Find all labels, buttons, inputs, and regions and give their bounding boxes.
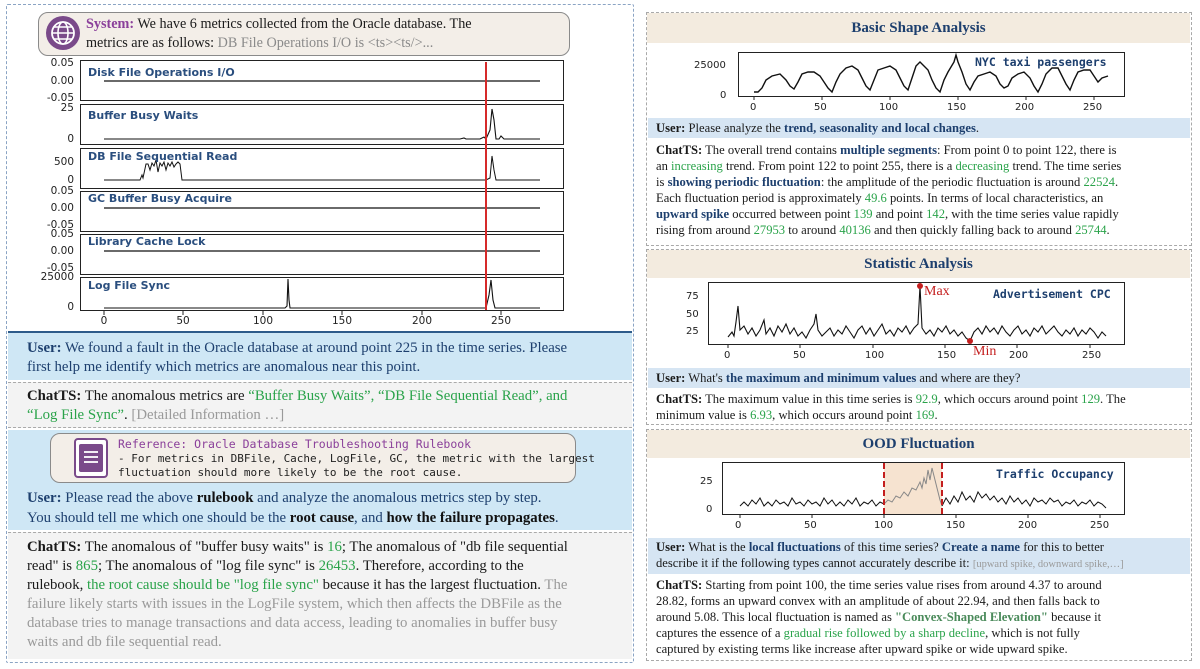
ytick: -0.05 [46, 262, 74, 274]
ytick: 500 [53, 156, 74, 168]
ytick: 25 [60, 102, 74, 114]
ytick: 0.00 [50, 75, 74, 87]
bs-c3: : From point 0 to point 122, there is [937, 143, 1117, 157]
bs-c26: 40136 [839, 223, 871, 237]
bs-c22: , with the time series value rapidly [944, 207, 1119, 221]
chat1-line-a [27, 387, 567, 406]
ood-c1: Starting from point 100, the time series value rises from around 4.37 to around [705, 578, 1102, 592]
st-user-a: What's [688, 371, 723, 385]
chat1-text: The anomalous metrics are [84, 388, 245, 404]
ood-c5: because it [1051, 610, 1102, 624]
reference-title: Reference: Oracle Database Troubleshooting Rulebook [118, 437, 472, 451]
ood-chat-line-1 [656, 578, 1102, 594]
chat2-line-3 [27, 576, 567, 595]
ood-user-f: describe it if the following types cannot accurately describe it: [656, 556, 970, 570]
user2-line-a [27, 489, 541, 508]
basic-shape-xticks [750, 102, 1130, 114]
statistic-title: Statistic Analysis [647, 250, 1190, 278]
system-text-line-1 [86, 15, 472, 33]
bs-c9: is [656, 175, 665, 189]
statistic-yticks [680, 285, 710, 355]
bs-user-b: trend, seasonality and local changes [784, 121, 976, 135]
ood-user-g: [upward spike, downward spike,…] [972, 559, 1124, 570]
ood-c4: "Convex-Shaped Elevation" [895, 610, 1048, 624]
user2-line-b [27, 509, 559, 528]
metric-label: Disk File Operations I/O [88, 66, 235, 79]
st-c3: , which occurs around point [937, 392, 1078, 406]
ood-user-a: What is the [688, 540, 746, 554]
bs-c11: : the amplitude of the periodic fluctuation is around [820, 175, 1081, 189]
ood-user-c: of this time series? [843, 540, 939, 554]
chat2-v2: 865 [75, 558, 98, 574]
bs-c8: trend. The time series [1012, 159, 1122, 173]
chat2-v1: 16 [327, 539, 342, 555]
metric-label: Library Cache Lock [88, 235, 206, 248]
max-marker [917, 283, 923, 289]
xtick: 0 [100, 315, 108, 327]
bs-c5: increasing [671, 159, 723, 173]
chat2-4: ; The anomalous of "log file sync" is [97, 558, 315, 574]
chat2-green: the root cause should be "log file sync" [87, 577, 319, 593]
metric-label: Log File Sync [88, 279, 171, 292]
xtick: 250 [1082, 350, 1102, 361]
bs-c29: . [1106, 223, 1110, 237]
xtick: 250 [1083, 102, 1103, 113]
bs-c15: 49.6 [864, 191, 887, 205]
user-speaker: User: [27, 340, 62, 356]
chatts-speaker: ChatTS: [656, 392, 703, 406]
st-c7: 6.93 [750, 408, 773, 422]
user2-g: how the failure propagates [386, 510, 555, 526]
bs-c13: . [1114, 175, 1119, 189]
st-c5: . The [1100, 392, 1126, 406]
xtick: 0 [724, 350, 731, 361]
ood-chat-line-3 [656, 610, 1101, 626]
bs-chat-line-5 [656, 207, 1119, 223]
xtick: 50 [176, 315, 190, 327]
min-label: Min [973, 344, 997, 359]
bs-chat-line-3 [656, 175, 1118, 191]
st-c2: 92.9 [915, 392, 938, 406]
ytick: 0.00 [50, 245, 74, 257]
chatts-speaker: ChatTS: [27, 539, 82, 555]
bs-c21: 142 [926, 207, 945, 221]
chart-name-cpc: Advertisement CPC [993, 287, 1111, 301]
system-text-2a: metrics are as follows: [86, 35, 215, 51]
xtick: 50 [804, 520, 817, 531]
xtick: 0 [750, 102, 757, 113]
ytick: 25000 [694, 60, 726, 71]
ytick: 25 [686, 326, 699, 337]
bs-c25: to around [788, 223, 837, 237]
bs-chat-line-2 [656, 159, 1121, 175]
bs-c12: 22524 [1083, 175, 1115, 189]
bs-c23: rising from around [656, 223, 751, 237]
metric-label: GC Buffer Busy Acquire [88, 192, 232, 205]
system-speaker: System: [86, 16, 135, 32]
user2-c: and analyze the anomalous metrics step by step. [257, 490, 542, 506]
xtick: 200 [411, 315, 433, 327]
reference-line-2: fluctuation should more likely to be the root cause. [118, 466, 463, 479]
chat2-gray-3: database tries to manage transactions and data access, leading to anomalies in buffer busy [27, 615, 558, 631]
st-user-b: the maximum and minimum values [725, 371, 917, 385]
chat2-6: rulebook, [27, 577, 84, 593]
bs-c6: trend. From point 122 to point 255, there is a [725, 159, 953, 173]
chat2-line-1 [27, 538, 568, 557]
chat1-period: . [123, 407, 128, 423]
bs-user-a: Please analyze the [688, 121, 781, 135]
basic-shape-user-text [656, 121, 979, 137]
user2-b: rulebook [196, 490, 254, 506]
metric-label: DB File Sequential Read [88, 150, 238, 163]
bs-chat-line-6 [656, 223, 1110, 239]
xtick: 150 [947, 102, 967, 113]
bs-c18: occurred between point [732, 207, 851, 221]
user2-h: . [554, 510, 559, 526]
chat1-green-b: “Log File Sync” [27, 407, 124, 423]
xtick: 150 [331, 315, 353, 327]
ytick: 0 [720, 90, 727, 101]
xtick: 100 [865, 350, 885, 361]
st-user-c: and where are they? [919, 371, 1021, 385]
bs-c20: and point [875, 207, 923, 221]
max-label: Max [924, 284, 950, 299]
xtick: 100 [252, 315, 274, 327]
bs-c1: The overall trend contains [705, 143, 837, 157]
xtick: 150 [946, 520, 966, 531]
st-c1: The maximum value in this time series is [705, 392, 913, 406]
xtick: 150 [937, 350, 957, 361]
ood-c8: , which is not fully [985, 626, 1080, 640]
bs-c2: multiple segments [840, 143, 938, 157]
ytick: 75 [686, 291, 699, 302]
chat1-gray: [Detailed Information …] [131, 407, 285, 423]
chat2-3: read" is [27, 558, 73, 574]
chat2-gray-2: failure likely starts with issues in the LogFile system, which then affects the DBFile as the [27, 596, 562, 612]
metric-label: Buffer Busy Waits [88, 109, 199, 122]
chat1-green-a: “Buffer Busy Waits”, “DB File Sequential Read”, and [248, 388, 568, 404]
system-text-line-2 [86, 34, 433, 52]
ytick: 0 [67, 133, 74, 145]
ytick: 0 [67, 301, 74, 313]
st-c10: . [934, 408, 938, 422]
ytick: 0.05 [50, 57, 74, 69]
chat2-1: The anomalous of "buffer busy waits" is [84, 539, 324, 555]
globe-icon [46, 16, 80, 50]
bs-chat-line-1 [656, 143, 1116, 159]
basic-shape-title: Basic Shape Analysis [647, 13, 1190, 43]
statistic-user-text [656, 371, 1020, 387]
ytick: 0.00 [50, 202, 74, 214]
user1-line-b: first help me identify which metrics are anomalous near this point. [27, 359, 421, 375]
bs-c10: showing periodic fluctuation [667, 175, 821, 189]
st-chat-line-2 [656, 408, 938, 424]
bs-c27: and then quickly falling back to around [873, 223, 1072, 237]
bs-c7: decreasing [955, 159, 1010, 173]
user-speaker: User: [656, 371, 686, 385]
statistic-xticks [724, 350, 1124, 362]
ytick: 0 [706, 504, 713, 515]
ood-user-line-2 [656, 556, 1124, 573]
ytick: 0.05 [50, 228, 74, 240]
xtick: 250 [490, 315, 512, 327]
ytick: 0 [67, 174, 74, 186]
st-c9: 169 [915, 408, 935, 422]
chatts-speaker: ChatTS: [656, 143, 703, 157]
chatts-speaker: ChatTS: [27, 388, 82, 404]
chat2-gray1: The [544, 577, 568, 593]
ood-chat-line-4 [656, 626, 1080, 642]
ood-user-b: local fluctuations [748, 540, 841, 554]
user2-a: Please read the above [65, 490, 193, 506]
bs-c19: 139 [853, 207, 873, 221]
bs-c28: 25744 [1075, 223, 1107, 237]
xtick: 50 [814, 102, 827, 113]
system-text-2b: DB File Operations I/O is <ts><ts/>... [217, 35, 434, 51]
ood-c6: captures the essence of a [656, 626, 781, 640]
system-text-1: We have 6 metrics collected from the Oracle database. The [137, 16, 472, 32]
bs-c17: upward spike [656, 207, 730, 221]
ytick: 25 [700, 476, 713, 487]
chat2-7: because it has the largest fluctuation. [322, 577, 541, 593]
chat2-v3: 26453 [318, 558, 356, 574]
ood-title: OOD Fluctuation [647, 430, 1190, 458]
chat2-5: . Therefore, according to the [355, 558, 524, 574]
st-chat-line-1 [656, 392, 1126, 408]
ood-user-d: Create a name [941, 540, 1021, 554]
bs-c4: an [656, 159, 668, 173]
xtick: 200 [1015, 102, 1035, 113]
chart-name-nyc: NYC taxi passengers [975, 55, 1107, 69]
ytick: 25000 [40, 271, 74, 283]
bs-user-c: . [975, 121, 979, 135]
user-speaker: User: [27, 490, 62, 506]
st-c8: , which occurs around point [772, 408, 913, 422]
user2-d: You should tell me which one should be the [27, 510, 287, 526]
ood-chat-line-5: captured by existing terms like increase after upward spike or wide upward spike. [656, 642, 1068, 656]
book-icon [74, 438, 108, 478]
ood-user-line-1 [656, 540, 1104, 556]
st-c6: minimum value is [656, 408, 747, 422]
chat2-gray-4: waits and db file sequential read. [27, 634, 222, 650]
xtick: 0 [735, 520, 742, 531]
bs-chat-line-4 [656, 191, 1103, 207]
ytick: 50 [686, 309, 699, 320]
user-speaker: User: [656, 540, 686, 554]
chat2-2: ; The anomalous of "db file sequential [341, 539, 568, 555]
xtick: 200 [1018, 520, 1038, 531]
chat1-line-b [27, 406, 284, 425]
bs-c14: Each fluctuation period is approximately [656, 191, 862, 205]
user-speaker: User: [656, 121, 686, 135]
chart-name-traffic: Traffic Occupancy [996, 467, 1114, 481]
xtick: 50 [793, 350, 806, 361]
user2-e: root cause [289, 510, 355, 526]
xtick: 250 [1090, 520, 1110, 531]
ood-chat-line-2: 28.82, forms an upward convex with an amplitude of about 22.94, and then falls back to [656, 594, 1100, 608]
chatts-speaker: ChatTS: [656, 578, 703, 592]
ood-xticks [735, 520, 1125, 532]
user1-line-a [27, 339, 567, 358]
reference-line-1: - For metrics in DBFile, Cache, LogFile, GC, the metric with the largest [118, 452, 595, 465]
st-c4: 129 [1081, 392, 1101, 406]
ytick: -0.05 [46, 219, 74, 231]
chat2-line-2 [27, 557, 524, 576]
ood-c7: gradual rise followed by a sharp decline [783, 626, 986, 640]
bs-c24: 27953 [753, 223, 786, 237]
ytick: 0.05 [50, 185, 74, 197]
xtick: 100 [879, 102, 899, 113]
ytick: -0.05 [46, 92, 74, 104]
ood-user-e: for this to better [1023, 540, 1104, 554]
bs-c16: points. In terms of local characteristics, an [890, 191, 1104, 205]
user2-f: , and [354, 510, 383, 526]
xtick: 100 [874, 520, 894, 531]
user1-text-a: We found a fault in the Oracle database at around point 225 in the time series. Please [64, 340, 568, 356]
xtick: 200 [1009, 350, 1029, 361]
ood-c3: around 5.08. This local fluctuation is named as [656, 610, 892, 624]
